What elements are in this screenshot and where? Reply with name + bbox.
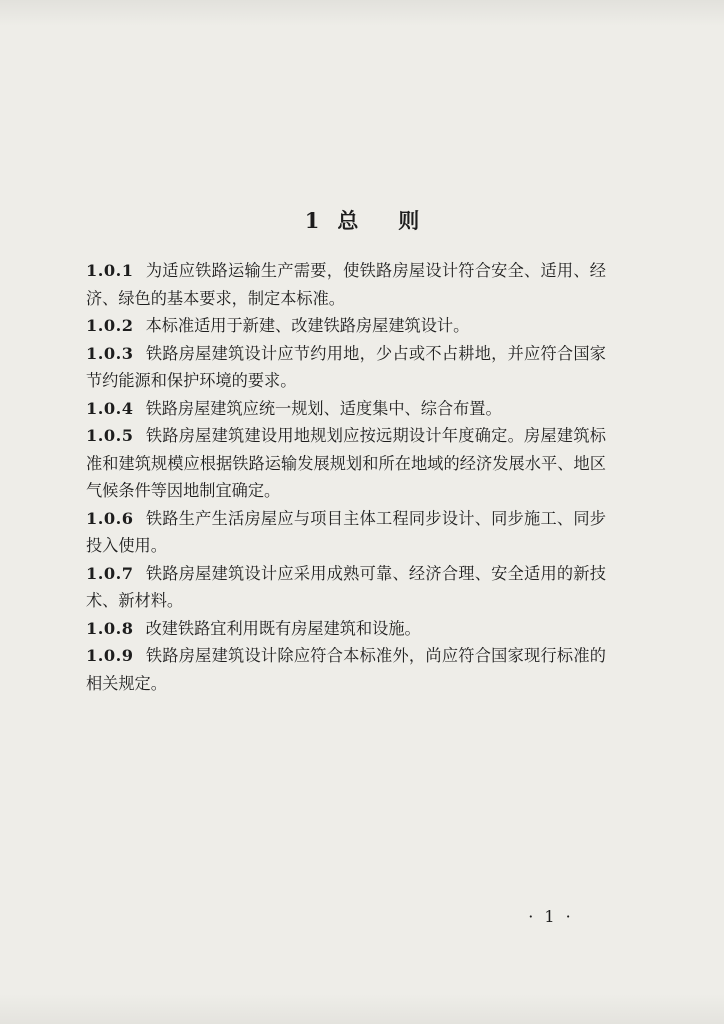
clause-1-0-1 bbox=[86, 257, 606, 312]
clause-1-0-4 bbox=[86, 395, 606, 423]
clause-number: 1.0.9 bbox=[86, 646, 134, 665]
clause-text: 铁路房屋建筑建设用地规划应按远期设计年度确定。房屋建筑标准和建筑规模应根据铁路运输发展规划和所在地域的经济发展水平、地区气候条件等因地制宜确定。 bbox=[86, 426, 606, 500]
clause-number: 1.0.5 bbox=[86, 426, 134, 445]
scan-edge-top bbox=[0, 0, 724, 26]
clause-number: 1.0.8 bbox=[86, 618, 134, 638]
clause-1-0-7 bbox=[86, 560, 606, 615]
clause-number: 1.0.3 bbox=[86, 343, 134, 363]
scan-edge-bottom bbox=[0, 994, 724, 1024]
clause-text: 铁路房屋建筑设计应节约用地，少占或不占耕地，并应符合国家节约能源和保护环境的要求。 bbox=[86, 343, 606, 390]
clause-1-0-6 bbox=[86, 505, 606, 560]
clause-text: 铁路生产生活房屋应与项目主体工程同步设计、同步施工、同步投入使用。 bbox=[86, 508, 606, 555]
clause-text: 铁路房屋建筑设计应采用成熟可靠、经济合理、安全适用的新技术、新材料。 bbox=[86, 563, 606, 610]
clause-text: 改建铁路宜利用既有房屋建筑和设施。 bbox=[145, 618, 421, 638]
clause-text: 为适应铁路运输生产需要，使铁路房屋设计符合安全、适用、经济、绿色的基本要求，制定本标准。 bbox=[86, 261, 606, 308]
clause-number: 1.0.7 bbox=[86, 563, 134, 583]
clause-text: 铁路房屋建筑应统一规划、适度集中、综合布置。 bbox=[145, 398, 502, 418]
clause-number: 1.0.1 bbox=[86, 261, 134, 280]
chapter-name: 总则 bbox=[337, 208, 460, 233]
chapter-title bbox=[0, 201, 724, 241]
clause-text: 本标准适用于新建、改建铁路房屋建筑设计。 bbox=[145, 316, 470, 335]
clause-number: 1.0.2 bbox=[86, 316, 134, 335]
clause-1-0-3 bbox=[86, 340, 606, 395]
clause-1-0-2 bbox=[86, 312, 606, 340]
clause-number: 1.0.4 bbox=[86, 398, 134, 418]
clause-list bbox=[86, 257, 606, 697]
clause-number: 1.0.6 bbox=[86, 508, 134, 528]
clause-1-0-8 bbox=[86, 615, 606, 643]
page-number: · 1 · bbox=[528, 907, 574, 926]
chapter-number: 1 bbox=[304, 208, 320, 233]
clause-1-0-9 bbox=[86, 642, 606, 697]
clause-text: 铁路房屋建筑设计除应符合本标准外，尚应符合国家现行标准的相关规定。 bbox=[86, 646, 606, 693]
clause-1-0-5 bbox=[86, 422, 606, 505]
